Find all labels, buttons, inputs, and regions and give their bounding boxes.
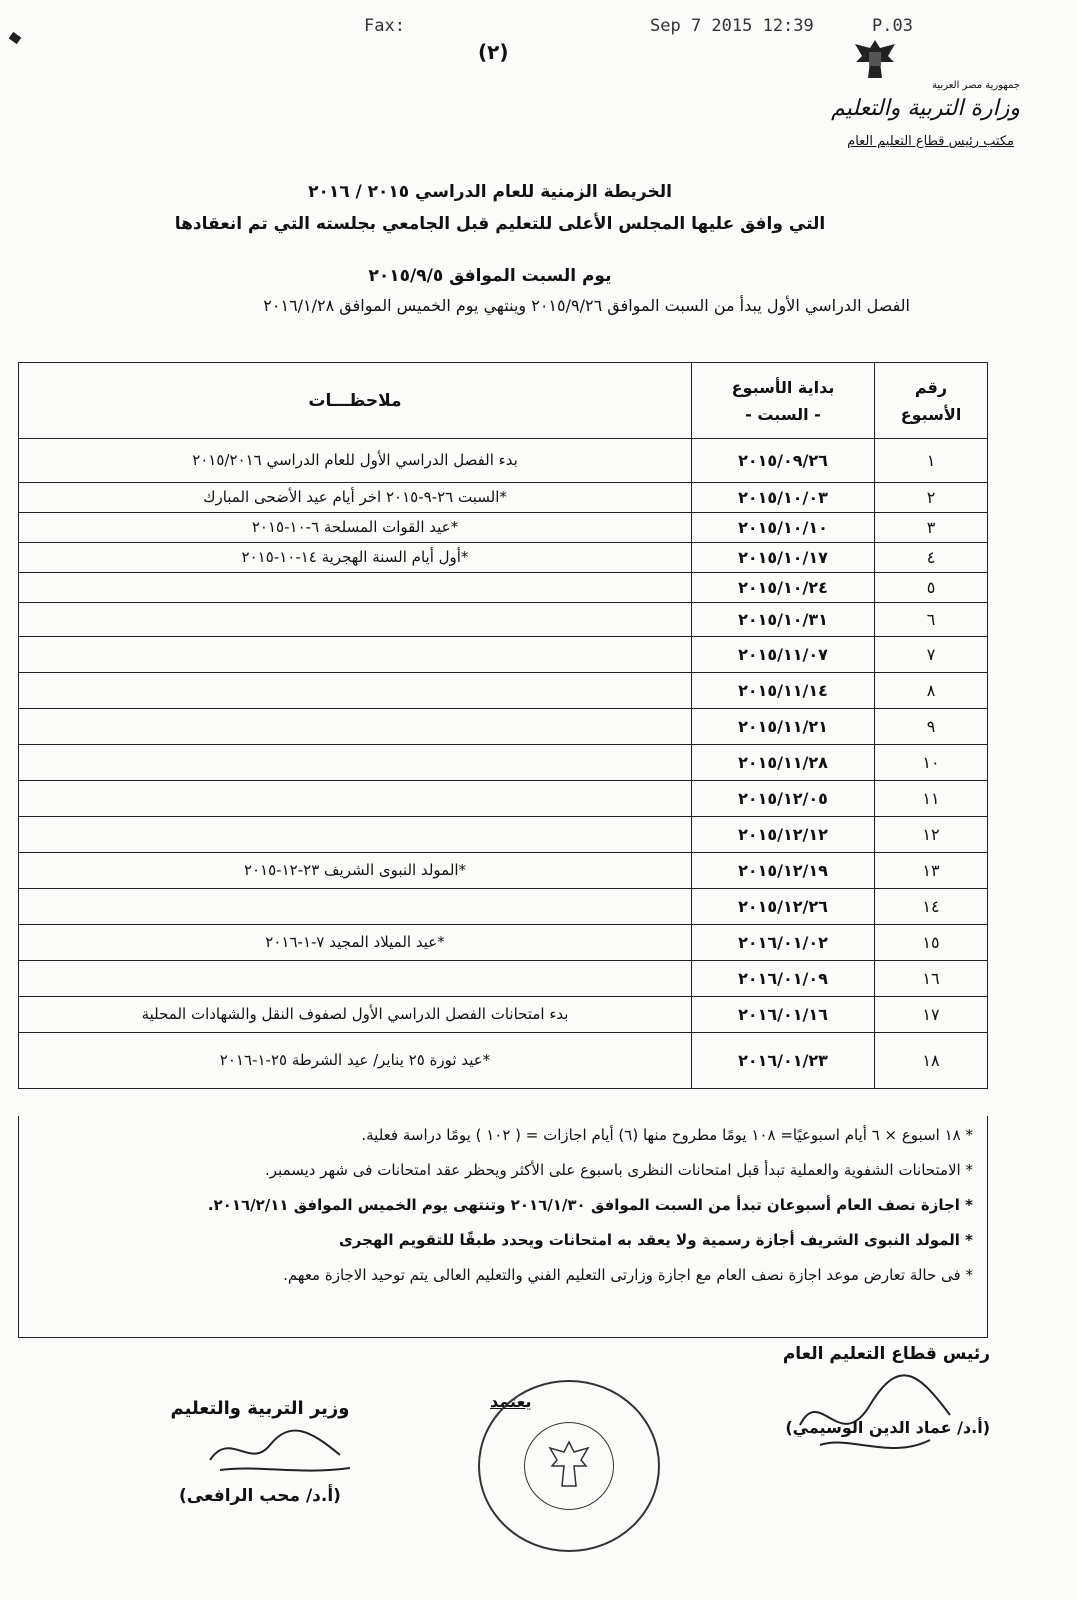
summary-note: * اجازة نصف العام أسبوعان تبدأ من السبت الموافق ٢٠١٦/١/٣٠ وتنتهى يوم الخميس الموافق ٢٠١٦/٢/١١.	[207, 1196, 973, 1214]
minister-signature	[200, 1420, 360, 1480]
table-row	[19, 997, 988, 1033]
table-row	[19, 439, 988, 483]
table-row	[19, 543, 988, 573]
title-line-3: يوم السبت الموافق ٢٠١٥/٩/٥	[368, 266, 612, 286]
week-start-date-cell: ٢٠١٥/١٢/١٩	[692, 853, 875, 889]
table-row	[19, 709, 988, 745]
week-start-date-cell: ٢٠١٥/١٠/١٧	[692, 543, 875, 573]
header-week-start-line1: بداية الأسبوع	[731, 377, 835, 397]
notes-cell	[19, 817, 692, 853]
week-start-date-cell: ٢٠١٥/١١/٠٧	[692, 637, 875, 673]
table-row	[19, 925, 988, 961]
week-number-cell: ١١	[875, 781, 988, 817]
minister-name: (أ.د/ محب الرافعى)	[179, 1486, 341, 1506]
week-number-cell: ٩	[875, 709, 988, 745]
letterhead-ministry: وزارة التربية والتعليم	[831, 96, 1020, 121]
summary-notes	[18, 1116, 988, 1338]
week-start-date-cell: ٢٠١٥/١١/٢٨	[692, 745, 875, 781]
notes-cell: بدء امتحانات الفصل الدراسي الأول لصفوف النقل والشهادات المحلية	[19, 997, 692, 1033]
week-number-cell: ١٦	[875, 961, 988, 997]
week-number-cell: ١٠	[875, 745, 988, 781]
header-week-start-line2: - السبت -	[745, 404, 821, 424]
notes-cell: *عيد الميلاد المجيد ٧-١-٢٠١٦	[19, 925, 692, 961]
notes-cell	[19, 745, 692, 781]
week-number-cell: ٤	[875, 543, 988, 573]
notes-cell: *السبت ٢٦-٩-٢٠١٥ اخر أيام عيد الأضحى المبارك	[19, 483, 692, 513]
week-number-cell: ١٨	[875, 1033, 988, 1089]
week-start-date-cell: ٢٠١٥/١٢/٠٥	[692, 781, 875, 817]
notes-cell	[19, 603, 692, 637]
header-week-start	[692, 363, 875, 439]
fax-page: P.03	[872, 16, 913, 36]
week-start-date-cell: ٢٠١٥/١٠/٠٣	[692, 483, 875, 513]
week-start-date-cell: ٢٠١٥/٠٩/٢٦	[692, 439, 875, 483]
table-row	[19, 817, 988, 853]
notes-cell: *المولد النبوى الشريف ٢٣-١٢-٢٠١٥	[19, 853, 692, 889]
table-row	[19, 673, 988, 709]
table-row	[19, 637, 988, 673]
week-start-date-cell: ٢٠١٥/١٠/٢٤	[692, 573, 875, 603]
notes-cell	[19, 889, 692, 925]
notes-cell	[19, 673, 692, 709]
week-start-date-cell: ٢٠١٥/١١/٢١	[692, 709, 875, 745]
summary-note: * الامتحانات الشفوية والعملية تبدأ قبل امتحانات النظرى باسبوع على الأكثر ويحظر عقد امتحانات فى شهر ديسمبر.	[265, 1161, 973, 1179]
letterhead-country: جمهورية مصر العربية	[932, 80, 1020, 91]
week-start-date-cell: ٢٠١٥/١٠/١٠	[692, 513, 875, 543]
table-row	[19, 961, 988, 997]
title-line-2: التي وافق عليها المجلس الأعلى للتعليم قبل الجامعي بجلسته التي تم انعقادها	[174, 214, 826, 234]
notes-cell: *عيد القوات المسلحة ٦-١٠-٢٠١٥	[19, 513, 692, 543]
week-number-cell: ١٣	[875, 853, 988, 889]
notes-cell	[19, 709, 692, 745]
ministry-seal	[478, 1380, 660, 1552]
week-number-cell: ١٥	[875, 925, 988, 961]
notes-cell	[19, 573, 692, 603]
week-start-date-cell: ٢٠١٥/١١/١٤	[692, 673, 875, 709]
week-start-date-cell: ٢٠١٦/٠١/٠٩	[692, 961, 875, 997]
letterhead	[770, 38, 1020, 158]
notes-cell: بدء الفصل الدراسي الأول للعام الدراسي ٢٠١٥/٢٠١٦	[19, 439, 692, 483]
week-number-cell: ٢	[875, 483, 988, 513]
table-row	[19, 1033, 988, 1089]
week-start-date-cell: ٢٠١٦/٠١/٢٣	[692, 1033, 875, 1089]
summary-note: * فى حالة تعارض موعد اجازة نصف العام مع اجازة وزارتى التعليم الفني والتعليم العالى يتم توحيد الاجازة معهم.	[283, 1266, 973, 1284]
header-notes: ملاحظـــات	[19, 363, 692, 439]
table-row	[19, 889, 988, 925]
week-number-cell: ٦	[875, 603, 988, 637]
table-row	[19, 573, 988, 603]
week-start-date-cell: ٢٠١٥/١٢/٢٦	[692, 889, 875, 925]
table-row	[19, 603, 988, 637]
week-number-cell: ٨	[875, 673, 988, 709]
notes-cell	[19, 637, 692, 673]
summary-note: * المولد النبوى الشريف أجازة رسمية ولا يعقد به امتحانات ويحدد طبقًا للتقويم الهجرى	[339, 1231, 973, 1249]
header-week-no	[875, 363, 988, 439]
table-row	[19, 781, 988, 817]
week-start-date-cell: ٢٠١٦/٠١/٠٢	[692, 925, 875, 961]
notes-cell: *أول أيام السنة الهجرية ١٤-١٠-٢٠١٥	[19, 543, 692, 573]
week-number-cell: ١	[875, 439, 988, 483]
fax-label: Fax:	[364, 16, 405, 36]
week-start-date-cell: ٢٠١٦/٠١/١٦	[692, 997, 875, 1033]
table-row	[19, 853, 988, 889]
summary-note: * ١٨ اسبوع × ٦ أيام اسبوعيًا= ١٠٨ يومًا مطروح منها (٦) أيام اجازات = ( ١٠٢ ) يومًا دراسة فعلية.	[361, 1126, 973, 1144]
week-number-cell: ١٧	[875, 997, 988, 1033]
week-start-date-cell: ٢٠١٥/١٠/٣١	[692, 603, 875, 637]
notes-cell	[19, 781, 692, 817]
schedule-table	[18, 362, 988, 1089]
table-row	[19, 513, 988, 543]
page-number: (٢)	[478, 40, 509, 64]
minister-title: وزير التربية والتعليم	[170, 1398, 350, 1419]
notes-cell	[19, 961, 692, 997]
letterhead-office: مكتب رئيس قطاع التعليم العام	[847, 134, 1014, 149]
header-week-no-line2: الأسبوع	[900, 404, 962, 424]
notes-cell: *عيد ثورة ٢٥ يناير/ عيد الشرطة ٢٥-١-٢٠١٦	[19, 1033, 692, 1089]
title-line-1: الخريطة الزمنية للعام الدراسي ٢٠١٥ / ٢٠١٦	[308, 182, 672, 202]
week-number-cell: ١٢	[875, 817, 988, 853]
scan-mark	[9, 32, 22, 44]
week-number-cell: ٥	[875, 573, 988, 603]
fax-datetime: Sep 7 2015 12:39	[650, 16, 814, 36]
seal-eagle-icon	[546, 1440, 592, 1490]
sector-head-name: (أ.د/ عماد الدين الوسيمي)	[785, 1418, 990, 1437]
week-number-cell: ٣	[875, 513, 988, 543]
week-number-cell: ٧	[875, 637, 988, 673]
approved-label: يعتمد	[490, 1392, 532, 1411]
eagle-emblem-icon	[850, 38, 900, 80]
intro-text: الفصل الدراسي الأول يبدأ من السبت الموافق ٢٠١٥/٩/٢٦ وينتهي يوم الخميس الموافق ٢٠١٦/١/٢٨	[263, 296, 910, 315]
header-week-no-line1: رقم	[914, 377, 948, 397]
sector-head-title: رئيس قطاع التعليم العام	[782, 1344, 990, 1364]
table-row	[19, 745, 988, 781]
week-start-date-cell: ٢٠١٥/١٢/١٢	[692, 817, 875, 853]
table-row	[19, 483, 988, 513]
week-number-cell: ١٤	[875, 889, 988, 925]
